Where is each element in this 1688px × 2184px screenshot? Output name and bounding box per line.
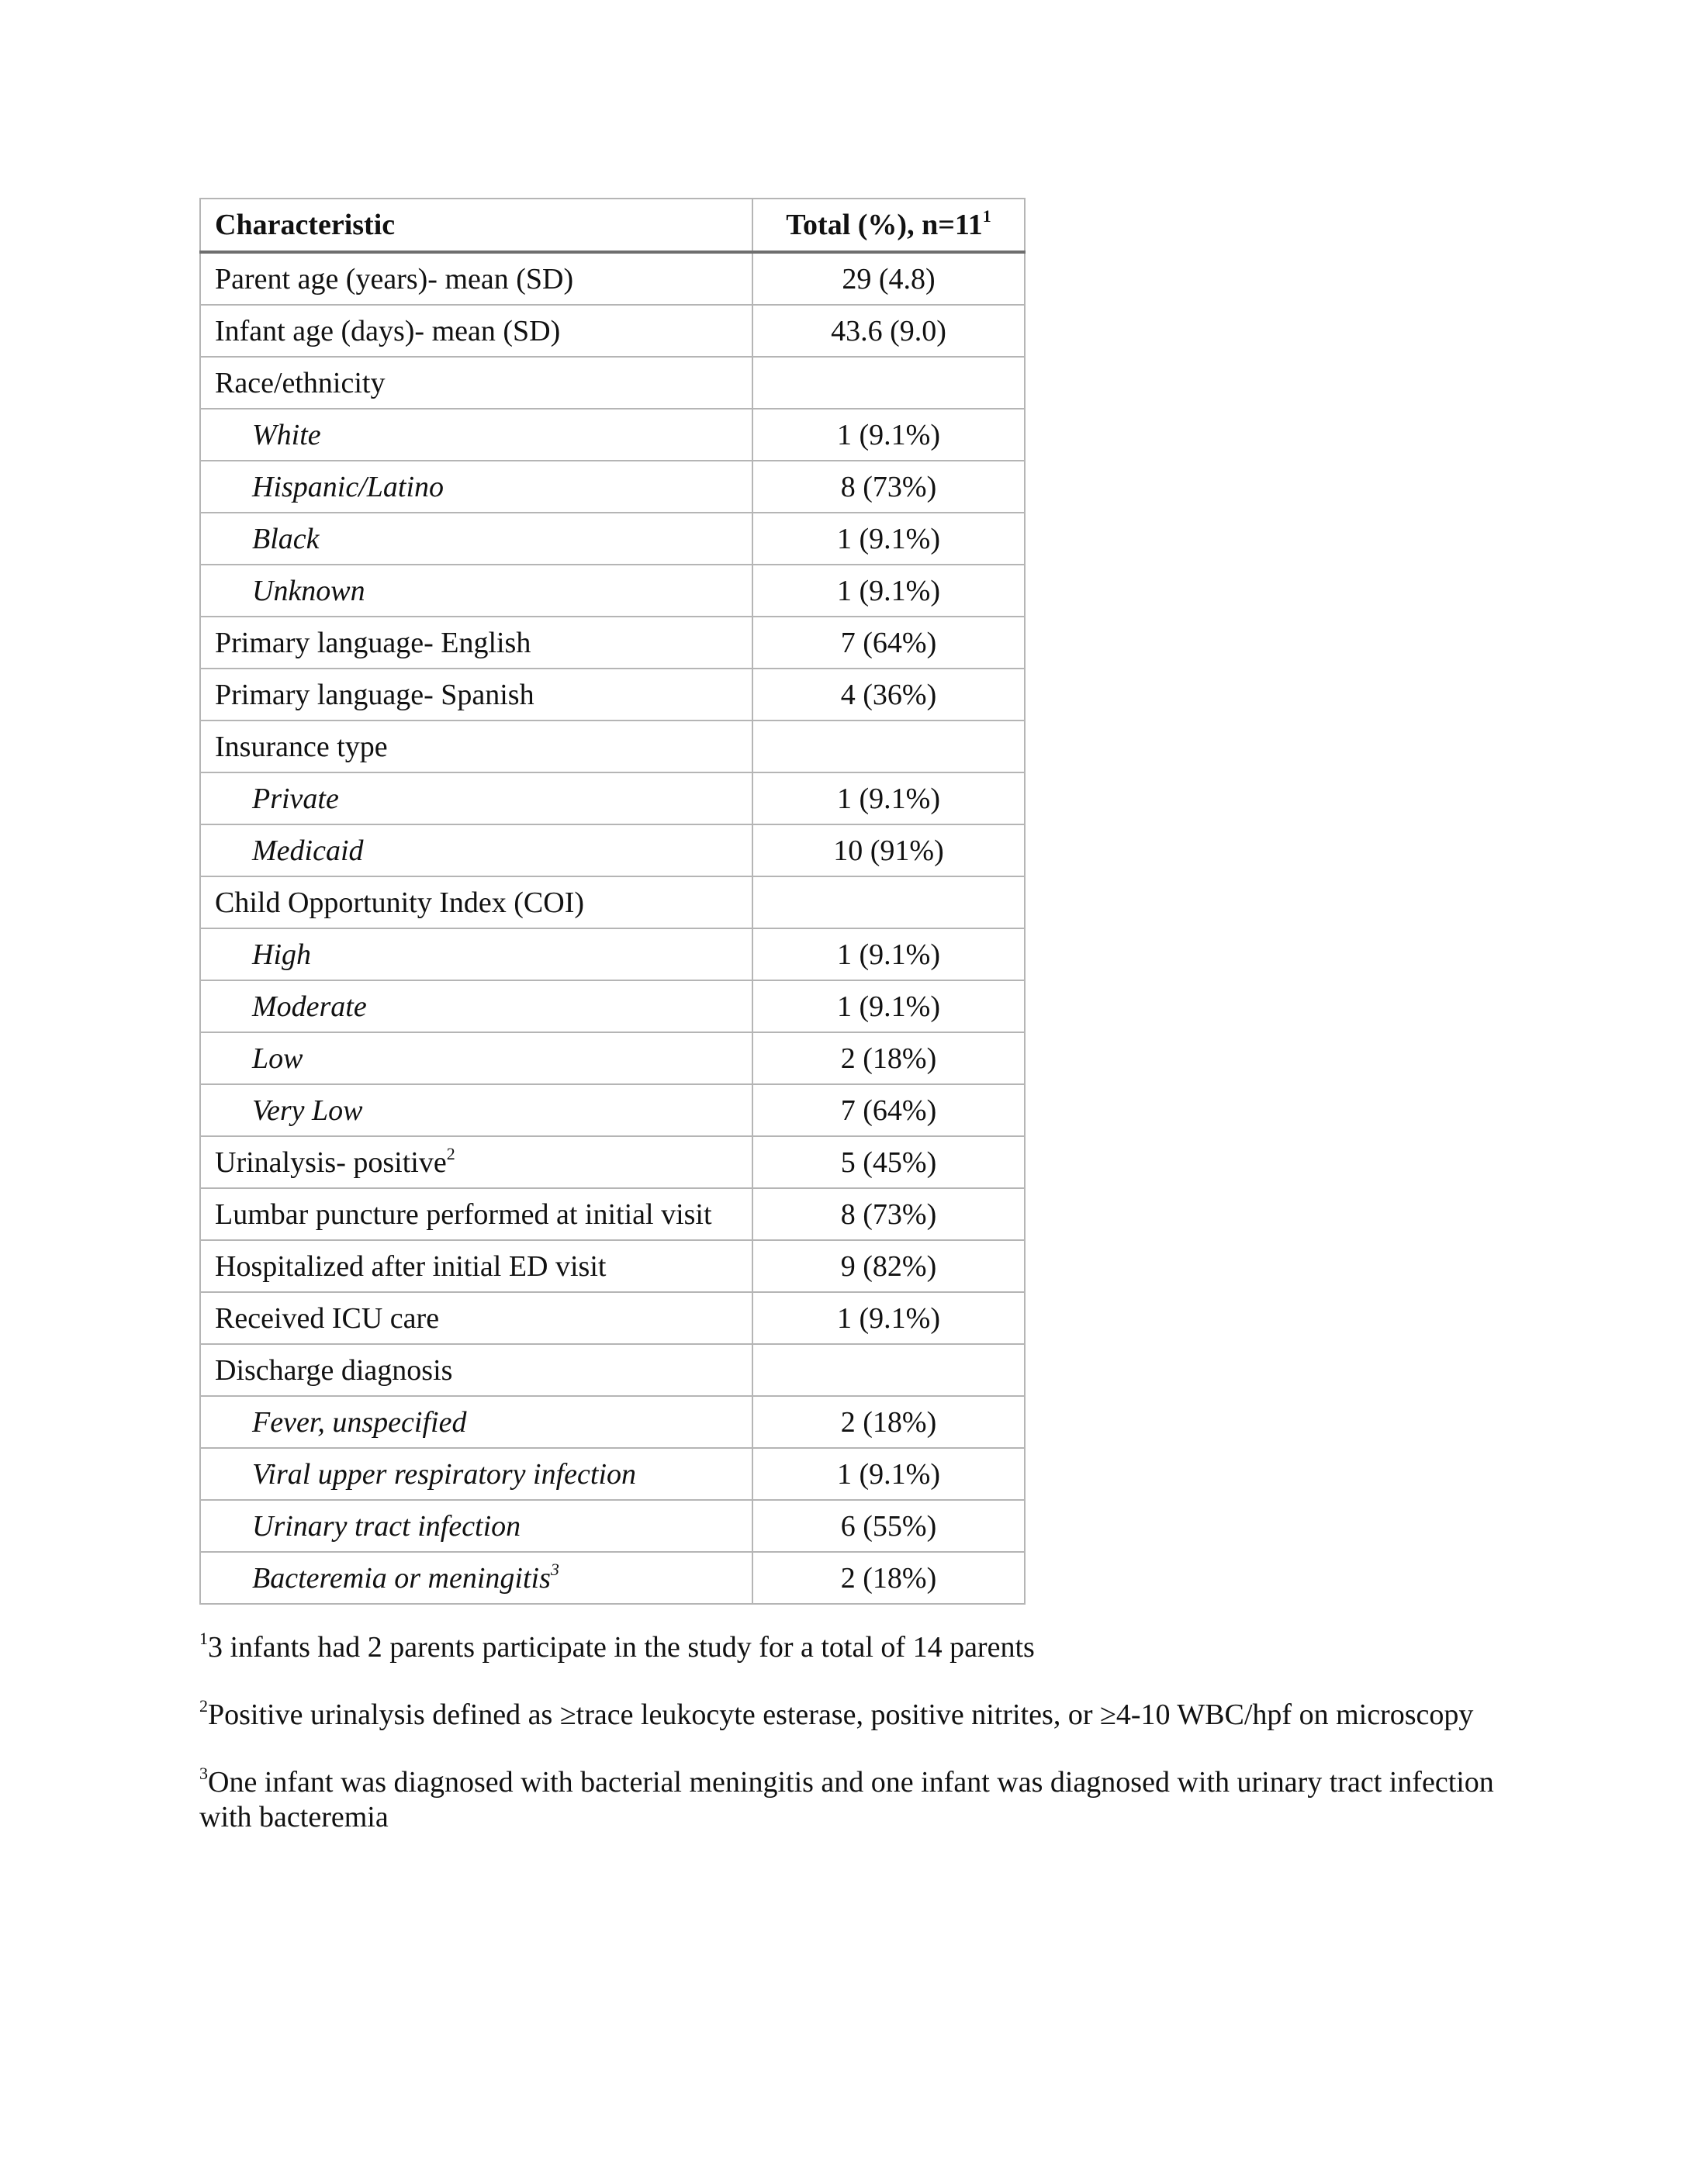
footnote bbox=[199, 1698, 1503, 1733]
row-label bbox=[200, 721, 752, 772]
footnote-marker: 1 bbox=[199, 1629, 208, 1648]
row-label-text: Urinalysis- positive bbox=[215, 1146, 447, 1179]
row-label bbox=[200, 1344, 752, 1396]
row-value: 1 (9.1%) bbox=[752, 1292, 1025, 1344]
row-label bbox=[200, 357, 752, 409]
table-row bbox=[200, 617, 1025, 669]
table-row bbox=[200, 980, 1025, 1032]
row-value: 1 (9.1%) bbox=[752, 513, 1025, 565]
header-total bbox=[752, 199, 1025, 252]
row-label-text: Lumbar puncture performed at initial visit bbox=[215, 1197, 712, 1231]
table-row bbox=[200, 824, 1025, 876]
row-label bbox=[200, 876, 752, 928]
row-label bbox=[200, 1032, 752, 1084]
row-label-text: Parent age (years)- mean (SD) bbox=[215, 262, 574, 295]
row-value: 1 (9.1%) bbox=[752, 928, 1025, 980]
row-label bbox=[200, 617, 752, 669]
header-characteristic: Characteristic bbox=[200, 199, 752, 252]
row-label-text: Discharge diagnosis bbox=[215, 1353, 453, 1387]
row-label bbox=[200, 1188, 752, 1240]
row-label-text: Hospitalized after initial ED visit bbox=[215, 1249, 607, 1283]
row-label-text: High bbox=[252, 938, 311, 971]
row-value: 43.6 (9.0) bbox=[752, 305, 1025, 357]
footnote-marker: 3 bbox=[199, 1764, 208, 1783]
table-row bbox=[200, 357, 1025, 409]
row-label bbox=[200, 772, 752, 824]
table-row bbox=[200, 1500, 1025, 1552]
row-label-text: White bbox=[252, 418, 321, 451]
row-label-text: Child Opportunity Index (COI) bbox=[215, 886, 585, 919]
row-value: 7 (64%) bbox=[752, 1084, 1025, 1136]
row-value: 1 (9.1%) bbox=[752, 772, 1025, 824]
row-label bbox=[200, 1084, 752, 1136]
table-row bbox=[200, 513, 1025, 565]
row-label bbox=[200, 565, 752, 617]
row-label bbox=[200, 669, 752, 721]
row-value bbox=[752, 357, 1025, 409]
row-label-text: Urinary tract infection bbox=[252, 1509, 521, 1543]
table-row bbox=[200, 1240, 1025, 1292]
table-row bbox=[200, 461, 1025, 513]
table-row bbox=[200, 772, 1025, 824]
row-value: 7 (64%) bbox=[752, 617, 1025, 669]
characteristics-table bbox=[199, 198, 1026, 1605]
row-label bbox=[200, 1500, 752, 1552]
row-label bbox=[200, 1292, 752, 1344]
row-value: 4 (36%) bbox=[752, 669, 1025, 721]
row-label-text: Unknown bbox=[252, 574, 365, 607]
row-value: 9 (82%) bbox=[752, 1240, 1025, 1292]
row-value bbox=[752, 876, 1025, 928]
row-value bbox=[752, 1344, 1025, 1396]
row-label-text: Black bbox=[252, 522, 320, 555]
row-value: 1 (9.1%) bbox=[752, 565, 1025, 617]
row-label bbox=[200, 252, 752, 305]
row-label-sup: 3 bbox=[550, 1559, 559, 1579]
table-header-row bbox=[200, 199, 1025, 252]
table-row bbox=[200, 1448, 1025, 1500]
table-row bbox=[200, 876, 1025, 928]
row-value: 2 (18%) bbox=[752, 1552, 1025, 1604]
row-value: 8 (73%) bbox=[752, 461, 1025, 513]
row-label bbox=[200, 513, 752, 565]
row-label-sup: 2 bbox=[446, 1143, 455, 1163]
footnotes bbox=[199, 1630, 1503, 1868]
table-row bbox=[200, 1136, 1025, 1188]
footnote-text: 3 infants had 2 parents participate in the study for a total of 14 parents bbox=[208, 1631, 1035, 1664]
table-row bbox=[200, 305, 1025, 357]
header-total-sup: 1 bbox=[982, 206, 991, 226]
row-label bbox=[200, 1240, 752, 1292]
row-label bbox=[200, 980, 752, 1032]
table-row bbox=[200, 1292, 1025, 1344]
row-label bbox=[200, 305, 752, 357]
row-value: 8 (73%) bbox=[752, 1188, 1025, 1240]
row-value: 6 (55%) bbox=[752, 1500, 1025, 1552]
row-label-text: Very Low bbox=[252, 1094, 363, 1127]
row-label-text: Fever, unspecified bbox=[252, 1405, 467, 1439]
row-label-text: Medicaid bbox=[252, 834, 364, 867]
table-row bbox=[200, 1084, 1025, 1136]
row-label-text: Bacteremia or meningitis bbox=[252, 1561, 551, 1595]
row-label bbox=[200, 409, 752, 461]
footnote-text: One infant was diagnosed with bacterial meningitis and one infant was diagnosed with urinary tract infection with bacteremia bbox=[199, 1766, 1494, 1833]
footnote-marker: 2 bbox=[199, 1696, 208, 1716]
table-row bbox=[200, 928, 1025, 980]
row-value: 2 (18%) bbox=[752, 1032, 1025, 1084]
table-row bbox=[200, 1032, 1025, 1084]
row-value: 10 (91%) bbox=[752, 824, 1025, 876]
row-label-text: Insurance type bbox=[215, 730, 388, 763]
row-value: 1 (9.1%) bbox=[752, 980, 1025, 1032]
table-row bbox=[200, 1344, 1025, 1396]
row-label bbox=[200, 928, 752, 980]
table-row bbox=[200, 1396, 1025, 1448]
row-label-text: Moderate bbox=[252, 990, 367, 1023]
header-total-label: Total (%), n=11 bbox=[786, 209, 983, 241]
row-label-text: Race/ethnicity bbox=[215, 366, 386, 399]
table-row bbox=[200, 1188, 1025, 1240]
row-label bbox=[200, 1552, 752, 1604]
row-label bbox=[200, 824, 752, 876]
row-label-text: Private bbox=[252, 782, 339, 815]
row-value: 29 (4.8) bbox=[752, 252, 1025, 305]
row-label bbox=[200, 1396, 752, 1448]
row-value: 1 (9.1%) bbox=[752, 409, 1025, 461]
footnote bbox=[199, 1765, 1503, 1835]
row-label-text: Received ICU care bbox=[215, 1301, 440, 1335]
row-label bbox=[200, 1448, 752, 1500]
table-row bbox=[200, 721, 1025, 772]
row-value bbox=[752, 721, 1025, 772]
table-row bbox=[200, 565, 1025, 617]
row-value: 1 (9.1%) bbox=[752, 1448, 1025, 1500]
row-value: 2 (18%) bbox=[752, 1396, 1025, 1448]
table-row bbox=[200, 252, 1025, 305]
table-row bbox=[200, 669, 1025, 721]
table-body bbox=[200, 252, 1025, 1604]
row-label-text: Viral upper respiratory infection bbox=[252, 1457, 637, 1491]
footnote bbox=[199, 1630, 1503, 1665]
row-label bbox=[200, 1136, 752, 1188]
table-row bbox=[200, 1552, 1025, 1604]
row-label bbox=[200, 461, 752, 513]
row-label-text: Primary language- English bbox=[215, 626, 531, 659]
row-value: 5 (45%) bbox=[752, 1136, 1025, 1188]
row-label-text: Low bbox=[252, 1042, 303, 1075]
row-label-text: Hispanic/Latino bbox=[252, 470, 444, 503]
footnote-text: Positive urinalysis defined as ≥trace leukocyte esterase, positive nitrites, or ≥4-10 WBC/hpf on microscopy bbox=[208, 1698, 1474, 1731]
table-row bbox=[200, 409, 1025, 461]
row-label-text: Infant age (days)- mean (SD) bbox=[215, 314, 561, 347]
row-label-text: Primary language- Spanish bbox=[215, 678, 534, 711]
